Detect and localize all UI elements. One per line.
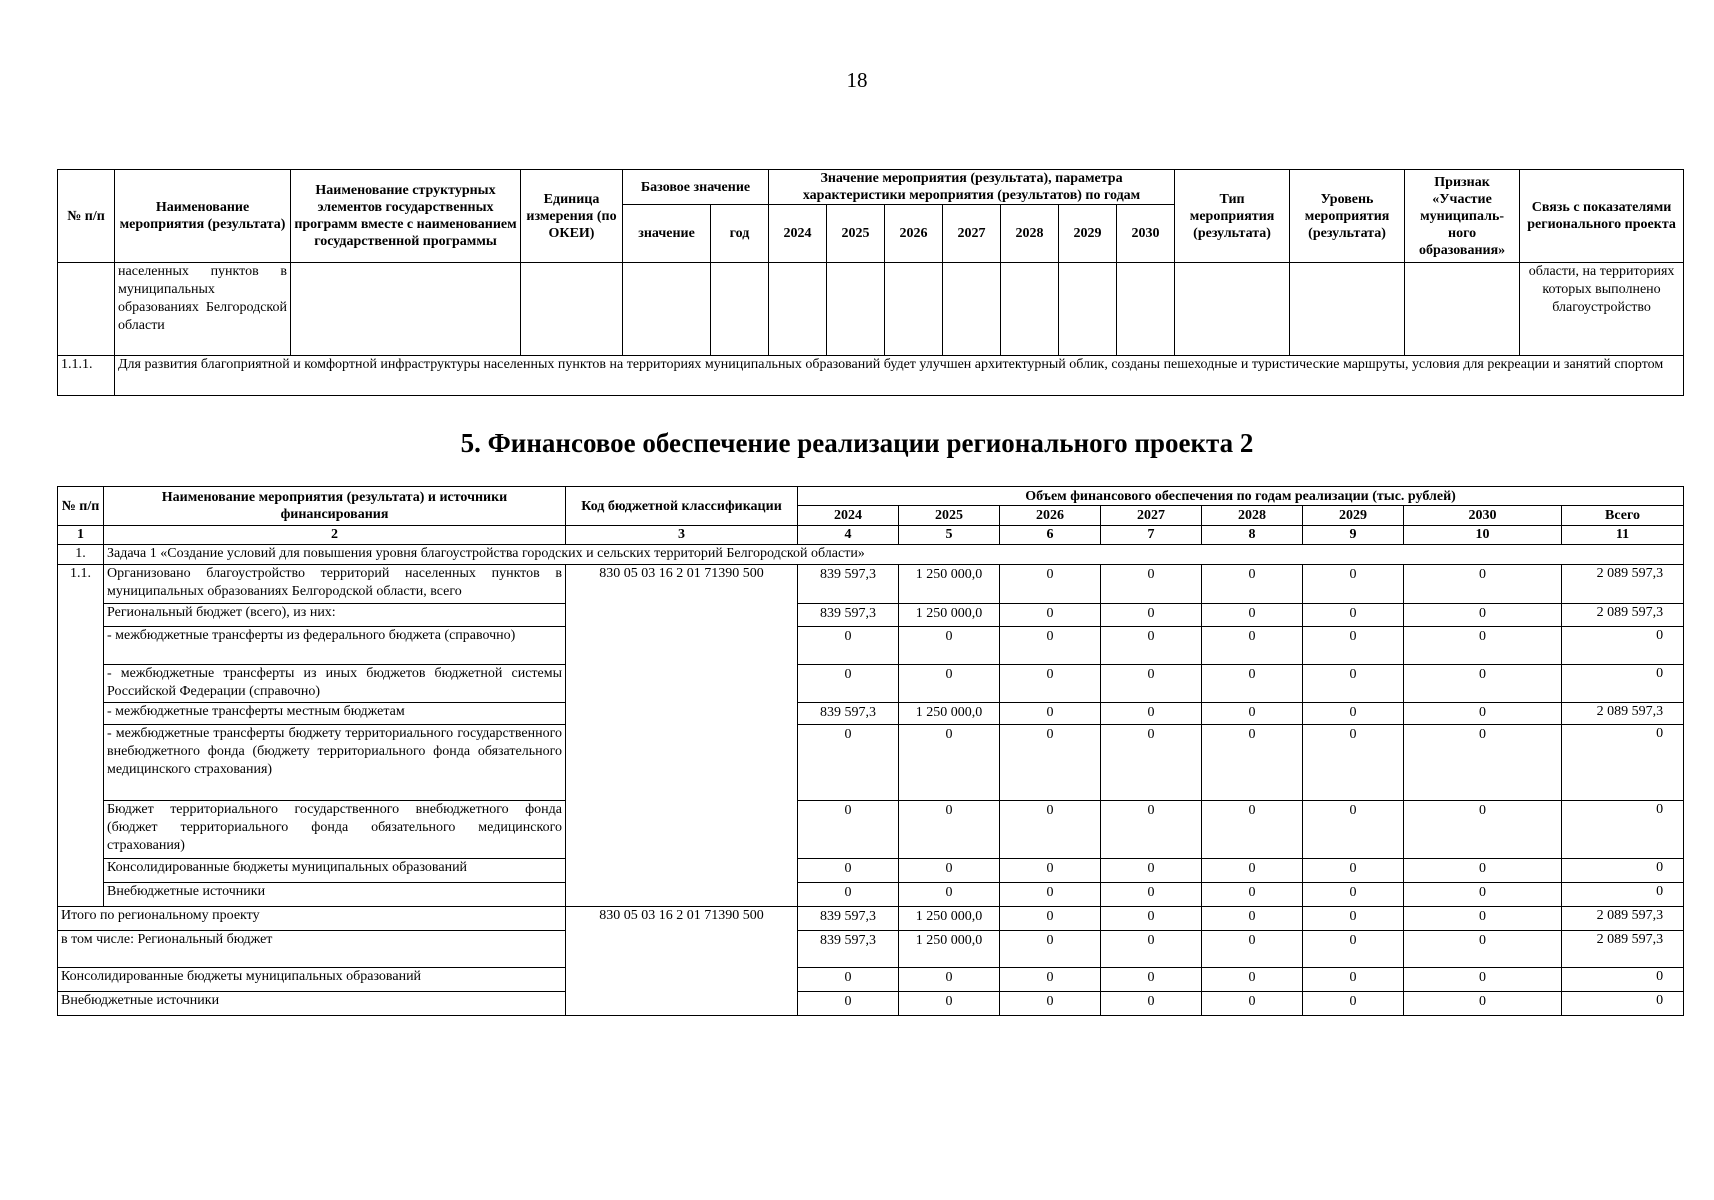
value-cell: 0 (1404, 931, 1562, 968)
value-cell: 0 (1101, 931, 1202, 968)
value-cell: 1 250 000,0 (899, 931, 1000, 968)
value-cell: 0 (1202, 907, 1303, 931)
value-cell: 0 (1404, 604, 1562, 627)
cell (827, 263, 885, 356)
header-sign: Признак «Участие муниципаль-ного образования» (1405, 170, 1520, 263)
column-number: 10 (1404, 526, 1562, 545)
value-cell: 0 (1303, 801, 1404, 859)
value-cell: 0 (1404, 725, 1562, 801)
header-year: 2026 (885, 205, 943, 263)
column-number: 11 (1562, 526, 1684, 545)
value-cell: 0 (1101, 801, 1202, 859)
total-cell: 2 089 597,3 (1562, 703, 1684, 725)
value-cell: 0 (798, 665, 899, 703)
header-year: 2029 (1059, 205, 1117, 263)
header-base: Базовое значение (623, 170, 769, 205)
results-table (57, 169, 1684, 396)
row-111-text: Для развития благоприятной и комфортной инфраструктуры населенных пунктов на территориях муниципальных образований будет улучшен архитектурный облик, созданы пешеходные и туристические маршруты, условия для рекреации и занятий спортом (115, 356, 1684, 396)
value-cell: 0 (1303, 703, 1404, 725)
cell (291, 263, 521, 356)
total-cell: 0 (1562, 968, 1684, 992)
header-year: 2027 (943, 205, 1001, 263)
value-cell: 839 597,3 (798, 907, 899, 931)
value-cell: 0 (1101, 665, 1202, 703)
cell (1117, 263, 1175, 356)
value-cell: 0 (899, 627, 1000, 665)
column-number: 8 (1202, 526, 1303, 545)
value-cell: 0 (899, 883, 1000, 907)
column-number: 4 (798, 526, 899, 545)
item-number: 1.1. (58, 565, 104, 907)
value-cell: 0 (1101, 992, 1202, 1016)
total-cell: 2 089 597,3 (1562, 907, 1684, 931)
column-number: 7 (1101, 526, 1202, 545)
cell (521, 263, 623, 356)
value-cell: 0 (1303, 883, 1404, 907)
value-cell: 0 (798, 883, 899, 907)
value-cell: 0 (899, 859, 1000, 883)
value-cell: 0 (798, 859, 899, 883)
value-cell: 1 250 000,0 (899, 604, 1000, 627)
header-year: 2030 (1404, 506, 1562, 526)
value-cell: 0 (1202, 665, 1303, 703)
cell (1405, 263, 1520, 356)
header-year: 2028 (1001, 205, 1059, 263)
value-cell: 0 (1303, 665, 1404, 703)
value-cell: 0 (1000, 992, 1101, 1016)
value-cell: 0 (1000, 968, 1101, 992)
value-cell: 0 (1101, 907, 1202, 931)
row-name: Организовано благоустройство территорий населенных пунктов в муниципальных образованиях Белгородской области, всего (104, 565, 566, 604)
total-cell: 2 089 597,3 (1562, 931, 1684, 968)
value-cell: 0 (1202, 627, 1303, 665)
value-cell: 0 (1202, 725, 1303, 801)
value-cell: 0 (1404, 627, 1562, 665)
value-cell: 0 (1101, 703, 1202, 725)
total-cell: 0 (1562, 801, 1684, 859)
page-number: 18 (846, 68, 868, 92)
section-title: 5. Финансовое обеспечение реализации регионального проекта 2 (460, 428, 1254, 458)
cell (623, 263, 711, 356)
value-cell: 0 (1202, 801, 1303, 859)
value-cell: 0 (1202, 859, 1303, 883)
value-cell: 1 250 000,0 (899, 565, 1000, 604)
row-name: Региональный бюджет (всего), из них: (104, 604, 566, 627)
value-cell: 0 (899, 725, 1000, 801)
total-cell: 0 (1562, 725, 1684, 801)
header-num: № п/п (58, 487, 104, 526)
value-cell: 0 (1303, 627, 1404, 665)
value-cell: 0 (1303, 604, 1404, 627)
cell (58, 263, 115, 356)
cell (769, 263, 827, 356)
task-number: 1. (58, 545, 104, 565)
value-cell: 0 (1000, 565, 1101, 604)
value-cell: 1 250 000,0 (899, 703, 1000, 725)
column-number: 6 (1000, 526, 1101, 545)
value-cell: 0 (1202, 968, 1303, 992)
header-unit: Единица измерения (по ОКЕИ) (521, 170, 623, 263)
totals-name: Внебюджетные источники (58, 992, 566, 1016)
value-cell: 0 (798, 968, 899, 992)
value-cell: 0 (1404, 801, 1562, 859)
cell (711, 263, 769, 356)
header-year: 2029 (1303, 506, 1404, 526)
value-cell: 0 (798, 725, 899, 801)
value-cell: 0 (1404, 859, 1562, 883)
value-cell: 0 (1303, 859, 1404, 883)
header-level: Уровень мероприятия (результата) (1290, 170, 1405, 263)
value-cell: 839 597,3 (798, 703, 899, 725)
total-cell: 0 (1562, 883, 1684, 907)
column-number: 2 (104, 526, 566, 545)
value-cell: 0 (1101, 968, 1202, 992)
header-struct: Наименование структурных элементов государственных программ вместе с наименованием государственной программы (291, 170, 521, 263)
cell (1290, 263, 1405, 356)
value-cell: 0 (1202, 565, 1303, 604)
row-name: Бюджет территориального государственного внебюджетного фонда (бюджет территориального фонда обязательного медицинского страхования) (104, 801, 566, 859)
totals-name: в том числе: Региональный бюджет (58, 931, 566, 968)
value-cell: 0 (1000, 703, 1101, 725)
value-cell: 0 (1404, 968, 1562, 992)
value-cell: 839 597,3 (798, 931, 899, 968)
value-cell: 0 (1303, 968, 1404, 992)
cell (943, 263, 1001, 356)
header-num: № п/п (58, 170, 115, 263)
value-cell: 0 (1101, 725, 1202, 801)
value-cell: 0 (1202, 931, 1303, 968)
header-year: 2024 (798, 506, 899, 526)
row-number: 1.1.1. (58, 356, 115, 396)
value-cell: 0 (1404, 883, 1562, 907)
value-cell: 0 (1404, 565, 1562, 604)
header-year: 2024 (769, 205, 827, 263)
continuation-link: области, на территориях которых выполнено благоустройство (1520, 263, 1684, 356)
cell (885, 263, 943, 356)
value-cell: 0 (1404, 665, 1562, 703)
value-cell: 0 (1303, 725, 1404, 801)
header-year: 2026 (1000, 506, 1101, 526)
value-cell: 0 (1404, 703, 1562, 725)
total-cell: 2 089 597,3 (1562, 604, 1684, 627)
header-link: Связь с показателями регионального проекта (1520, 170, 1684, 263)
row-name: Внебюджетные источники (104, 883, 566, 907)
header-values-group: Значение мероприятия (результата), параметра характеристики мероприятия (результатов) по годам (769, 170, 1175, 205)
header-name: Наименование мероприятия (результата) и источники финансирования (104, 487, 566, 526)
value-cell: 0 (1000, 907, 1101, 931)
value-cell: 0 (798, 801, 899, 859)
total-cell: 2 089 597,3 (1562, 565, 1684, 604)
value-cell: 0 (1000, 627, 1101, 665)
value-cell: 0 (899, 665, 1000, 703)
value-cell: 0 (1101, 859, 1202, 883)
value-cell: 0 (1000, 801, 1101, 859)
value-cell: 0 (1101, 565, 1202, 604)
row-name: - межбюджетные трансферты бюджету территориального государственного внебюджетного фонда (бюджету территориального фонда обязательного медицинского страхования) (104, 725, 566, 801)
header-name: Наименование мероприятия (результата) (115, 170, 291, 263)
header-year: 2030 (1117, 205, 1175, 263)
column-number: 3 (566, 526, 798, 545)
total-cell: 0 (1562, 992, 1684, 1016)
value-cell: 0 (1303, 565, 1404, 604)
total-cell: 0 (1562, 627, 1684, 665)
header-type: Тип мероприятия (результата) (1175, 170, 1290, 263)
value-cell: 0 (1000, 859, 1101, 883)
row-name: - межбюджетные трансферты из иных бюджетов бюджетной системы Российской Федерации (справочно) (104, 665, 566, 703)
row-name: Консолидированные бюджеты муниципальных образований (104, 859, 566, 883)
value-cell: 0 (1202, 992, 1303, 1016)
value-cell: 0 (899, 968, 1000, 992)
value-cell: 0 (1303, 931, 1404, 968)
total-cell: 0 (1562, 665, 1684, 703)
value-cell: 0 (1202, 703, 1303, 725)
row-name: - межбюджетные трансферты местным бюджетам (104, 703, 566, 725)
item-code: 830 05 03 16 2 01 71390 500 (566, 565, 798, 907)
row-name: - межбюджетные трансферты из федерального бюджета (справочно) (104, 627, 566, 665)
value-cell: 0 (1000, 665, 1101, 703)
value-cell: 0 (1202, 883, 1303, 907)
value-cell: 0 (1000, 604, 1101, 627)
value-cell: 0 (1000, 725, 1101, 801)
continuation-name: населенных пунктов в муниципальных образованиях Белгородской области (115, 263, 291, 356)
value-cell: 0 (1303, 907, 1404, 931)
value-cell: 0 (1000, 931, 1101, 968)
totals-code: 830 05 03 16 2 01 71390 500 (566, 907, 798, 1016)
value-cell: 0 (1101, 627, 1202, 665)
value-cell: 0 (899, 992, 1000, 1016)
total-cell: 0 (1562, 859, 1684, 883)
value-cell: 0 (1303, 992, 1404, 1016)
task-text: Задача 1 «Создание условий для повышения уровня благоустройства городских и сельских территорий Белгородской области» (104, 545, 1684, 565)
value-cell: 0 (798, 992, 899, 1016)
header-total: Всего (1562, 506, 1684, 526)
value-cell: 0 (1404, 992, 1562, 1016)
header-base-value: значение (623, 205, 711, 263)
column-number: 1 (58, 526, 104, 545)
value-cell: 0 (1101, 883, 1202, 907)
header-year: 2028 (1202, 506, 1303, 526)
value-cell: 839 597,3 (798, 565, 899, 604)
column-number: 9 (1303, 526, 1404, 545)
cell (1001, 263, 1059, 356)
cell (1175, 263, 1290, 356)
value-cell: 0 (1202, 604, 1303, 627)
totals-name: Консолидированные бюджеты муниципальных образований (58, 968, 566, 992)
totals-name: Итого по региональному проекту (58, 907, 566, 931)
header-year: 2027 (1101, 506, 1202, 526)
header-code: Код бюджетной классификации (566, 487, 798, 526)
value-cell: 839 597,3 (798, 604, 899, 627)
value-cell: 1 250 000,0 (899, 907, 1000, 931)
value-cell: 0 (899, 801, 1000, 859)
value-cell: 0 (1101, 604, 1202, 627)
value-cell: 0 (1000, 883, 1101, 907)
cell (1059, 263, 1117, 356)
value-cell: 0 (1404, 907, 1562, 931)
header-volume: Объем финансового обеспечения по годам реализации (тыс. рублей) (798, 487, 1684, 506)
header-base-year: год (711, 205, 769, 263)
column-number: 5 (899, 526, 1000, 545)
financing-table (57, 486, 1684, 1016)
header-year: 2025 (899, 506, 1000, 526)
header-year: 2025 (827, 205, 885, 263)
value-cell: 0 (798, 627, 899, 665)
